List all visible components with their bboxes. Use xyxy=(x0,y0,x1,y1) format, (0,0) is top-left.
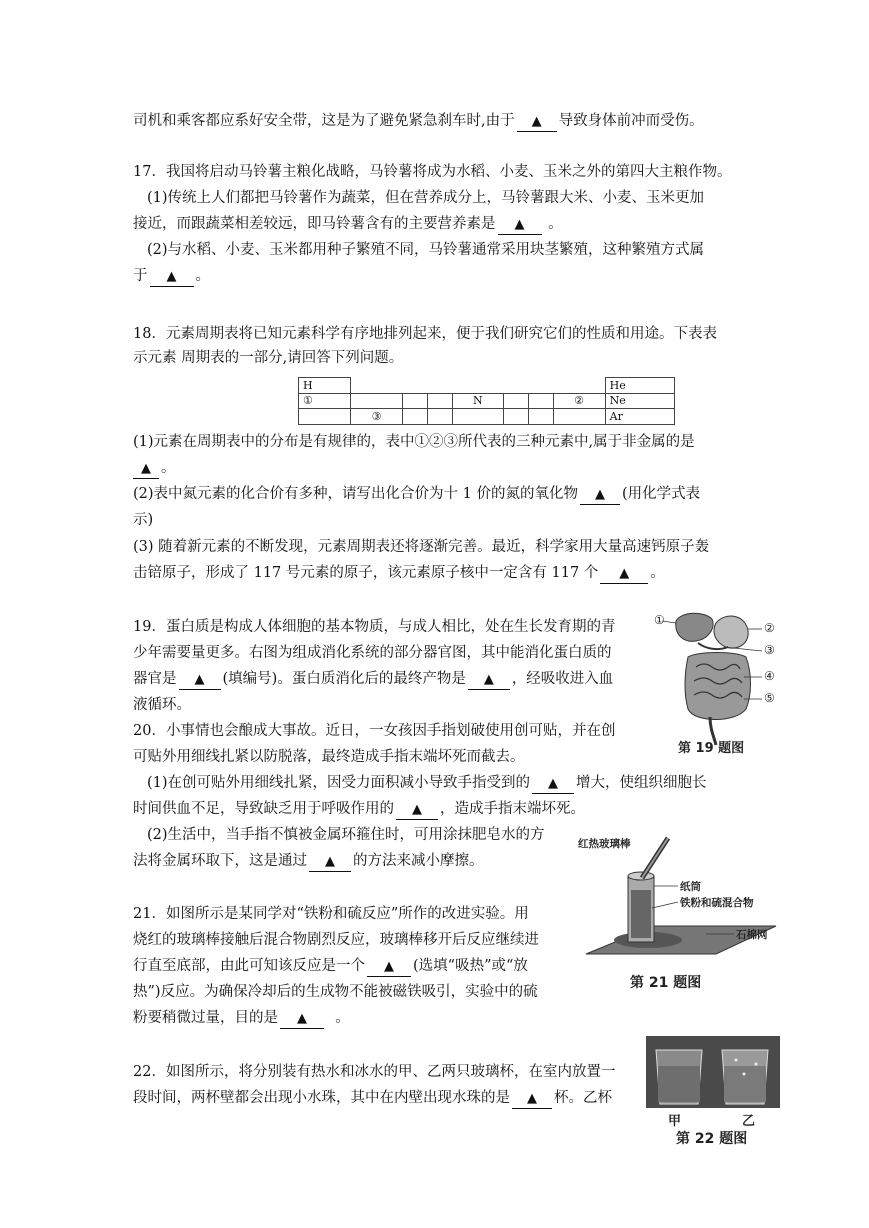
question-17-part2-cont xyxy=(133,266,210,287)
question-text: 的方法来减小摩擦。 xyxy=(353,853,484,869)
question-20-part2 xyxy=(147,825,545,845)
table-cell xyxy=(553,409,605,425)
question-18-part3-cont xyxy=(133,563,665,584)
question-text: 22．如图所示，将分别装有热水和冰水的甲、乙两只玻璃杯，在室内放置一 xyxy=(133,1064,616,1080)
question-21-line5 xyxy=(133,1008,350,1029)
question-17-part1-cont xyxy=(133,214,563,235)
question-text: 少年需要量更多。右图为组成消化系统的部分器官图，其中能消化蛋白质的 xyxy=(133,645,612,661)
question-19-line4 xyxy=(133,695,191,715)
table-cell: ① xyxy=(299,393,351,409)
question-21-line3 xyxy=(133,956,528,977)
answer-blank[interactable]: ▲ xyxy=(517,113,557,132)
question-text: ，经吸收进入血 xyxy=(511,671,614,687)
question-21-line4 xyxy=(133,982,538,1002)
cups-illustration xyxy=(646,1036,780,1108)
question-text: 增大，使组织细胞长 xyxy=(576,775,707,791)
figure-caption: 第 19 题图 xyxy=(678,741,745,756)
question-21-line2 xyxy=(133,930,539,950)
question-text: 粉要稍微过量，目的是 xyxy=(133,1010,278,1026)
question-22-line1 xyxy=(133,1062,615,1082)
question-18-part2 xyxy=(133,484,700,505)
question-21-line1 xyxy=(133,904,529,924)
table-cell xyxy=(351,378,606,394)
question-text: 。 xyxy=(335,1010,350,1026)
text-line xyxy=(133,111,704,132)
question-text: 液循环。 xyxy=(133,697,191,713)
question-text: 17．我国将启动马铃薯主粮化战略，马铃薯将成为水稻、小麦、玉米之外的第四大主粮作物。 xyxy=(133,164,732,180)
question-text: 18．元素周期表将已知元素科学有序地排列起来，便于我们研究它们的性质和用途。下表表 xyxy=(133,326,717,342)
question-text: (2)表中氮元素的化合价有多种，请写出化合价为十 1 价的氮的氧化物 xyxy=(133,486,578,502)
mixture-label: 铁粉和硫混合物 xyxy=(680,897,754,909)
question-22-line2 xyxy=(133,1088,612,1109)
question-text: (选填“吸热”或“放 xyxy=(413,958,528,974)
question-text: 段时间，两杯壁都会出现小水珠，其中在内壁出现水珠的是 xyxy=(133,1090,510,1106)
question-17-part2 xyxy=(147,240,704,260)
answer-blank[interactable]: ▲ xyxy=(532,775,574,794)
periodic-table xyxy=(298,377,675,425)
table-cell xyxy=(528,393,553,409)
table-cell xyxy=(403,393,428,409)
table-cell xyxy=(504,409,529,425)
question-text: (1)元素在周期表中的分布是有规律的，表中①②③所代表的三种元素中,属于非金属的是 xyxy=(133,434,695,450)
question-18-part2-cont xyxy=(133,510,153,530)
table-cell: H xyxy=(299,378,351,394)
question-18-part3 xyxy=(133,537,709,557)
question-20-line1 xyxy=(133,721,615,741)
table-cell xyxy=(299,409,351,425)
table-cell xyxy=(351,393,403,409)
text-segment: 司机和乘客都应系好安全带，这是为了避免紧急刹车时,由于 xyxy=(133,113,515,129)
question-text: ，造成手指末端坏死。 xyxy=(440,801,585,817)
table-cell xyxy=(403,409,428,425)
figure-label: ② xyxy=(764,621,775,635)
question-text: 行直至底部，由此可知该反应是一个 xyxy=(133,958,365,974)
question-18-title-cont xyxy=(133,348,403,368)
table-cell: Ar xyxy=(605,409,674,425)
question-text: 法将金属环取下，这是通过 xyxy=(133,853,307,869)
question-20-part1-cont xyxy=(133,799,585,820)
paper-tube-label: 纸筒 xyxy=(680,881,701,893)
question-text: 。 xyxy=(650,565,665,581)
question-text: 20．小事情也会酿成大事故。近日，一女孩因手指划破使用创可贴，并在创 xyxy=(133,723,616,739)
glass-cups-photo xyxy=(646,1036,780,1108)
question-20-line2 xyxy=(133,747,525,767)
figure-label: ① xyxy=(654,613,665,627)
question-text: 。 xyxy=(161,460,176,476)
answer-blank[interactable]: ▲ xyxy=(280,1010,324,1029)
table-cell xyxy=(504,393,529,409)
question-19-line3 xyxy=(133,669,613,690)
question-text: 21．如图所示是某同学对“铁粉和硫反应”所作的改进实验。用 xyxy=(133,906,529,922)
table-cell xyxy=(528,409,553,425)
table-cell: Ne xyxy=(605,393,674,409)
question-text: (2)生活中，当手指不慎被金属环箍住时，可用涂抹肥皂水的方 xyxy=(147,827,545,843)
table-cell xyxy=(427,393,452,409)
figure-label: ③ xyxy=(764,643,775,657)
question-text: 击锫原子，形成了 117 号元素的原子，该元素原子核中一定含有 117 个 xyxy=(133,565,599,581)
table-cell: He xyxy=(605,378,674,394)
question-text: 19．蛋白质是构成人体细胞的基本物质，与成人相比，处在生长发育期的青 xyxy=(133,619,616,635)
iron-sulfur-experiment-figure xyxy=(576,832,796,992)
question-18-part1 xyxy=(133,432,695,452)
answer-blank[interactable]: ▲ xyxy=(150,268,194,287)
figure-caption: 第 21 题图 xyxy=(630,975,702,991)
cup-right-label: 乙 xyxy=(742,1114,756,1129)
question-18-title xyxy=(133,324,717,344)
answer-blank[interactable]: ▲ xyxy=(179,671,221,690)
figure-caption: 第 22 题图 xyxy=(676,1131,748,1147)
question-text: (2)与水稻、小麦、玉米都用种子繁殖不同，马铃薯通常采用块茎繁殖，这种繁殖方式属 xyxy=(147,242,705,258)
figure-label: ④ xyxy=(764,669,775,683)
question-text: (3) 随着新元素的不断发现，元素周期表还将逐渐完善。最近，科学家用大量高速钙原子轰 xyxy=(133,539,710,555)
figure-label: ⑤ xyxy=(764,691,775,705)
answer-blank[interactable]: ▲ xyxy=(600,565,648,584)
question-19-line1 xyxy=(133,617,615,637)
question-text: 。 xyxy=(548,216,563,232)
question-text: 示元素 周期表的一部分,请回答下列问题。 xyxy=(133,350,404,366)
question-17-title xyxy=(133,162,731,182)
text-segment: 导致身体前冲而受伤。 xyxy=(558,113,704,129)
question-20-part2-cont xyxy=(133,851,484,872)
table-cell: ② xyxy=(553,393,605,409)
answer-blank[interactable]: ▲ xyxy=(396,801,438,820)
question-text: (用化学式表 xyxy=(621,486,701,502)
question-text: (填编号)。蛋白质消化后的最终产物是 xyxy=(222,671,466,687)
cup-left-label: 甲 xyxy=(668,1114,682,1129)
asbestos-net-label: 石棉网 xyxy=(736,929,768,941)
answer-blank[interactable]: ▲ xyxy=(367,958,411,977)
glass-rod-label: 红热玻璃棒 xyxy=(578,838,631,850)
answer-blank[interactable]: ▲ xyxy=(580,486,620,505)
question-19-line2 xyxy=(133,643,612,663)
question-text: 热”)反应。为确保冷却后的生成物不能被磁铁吸引，实验中的硫 xyxy=(133,984,538,1000)
answer-blank[interactable]: ▲ xyxy=(133,460,159,479)
question-18-part1-cont xyxy=(133,458,176,479)
digestive-system-figure xyxy=(654,605,789,755)
table-cell xyxy=(427,409,452,425)
answer-blank[interactable]: ▲ xyxy=(309,853,351,872)
question-text: 杯。乙杯 xyxy=(554,1090,612,1106)
answer-blank[interactable]: ▲ xyxy=(498,216,542,235)
question-text: (1)在创可贴外用细线扎紧，因受力面积减小导致手指受到的 xyxy=(147,775,531,791)
question-17-part1 xyxy=(147,188,704,208)
answer-blank[interactable]: ▲ xyxy=(512,1090,552,1109)
question-text: 烧红的玻璃棒接触后混合物剧烈反应，玻璃棒移开后反应继续进 xyxy=(133,932,539,948)
question-text: 接近，而跟蔬菜相差较远，即马铃薯含有的主要营养素是 xyxy=(133,216,496,232)
question-text: 示) xyxy=(133,512,154,528)
question-20-part1 xyxy=(147,773,707,794)
table-cell: N xyxy=(452,393,503,409)
answer-blank[interactable]: ▲ xyxy=(468,671,510,690)
table-cell: ③ xyxy=(351,409,403,425)
question-text: 可贴外用细线扎紧以防脱落，最终造成手指末端坏死而截去。 xyxy=(133,749,525,765)
question-text: 时间供血不足，导致缺乏用于呼吸作用的 xyxy=(133,801,394,817)
question-text: (1)传统上人们都把马铃薯作为蔬菜，但在营养成分上，马铃薯跟大米、小麦、玉米更加 xyxy=(147,190,705,206)
question-text: 于 xyxy=(133,268,148,284)
table-cell xyxy=(452,409,503,425)
question-text: 。 xyxy=(195,268,210,284)
question-text: 器官是 xyxy=(133,671,177,687)
